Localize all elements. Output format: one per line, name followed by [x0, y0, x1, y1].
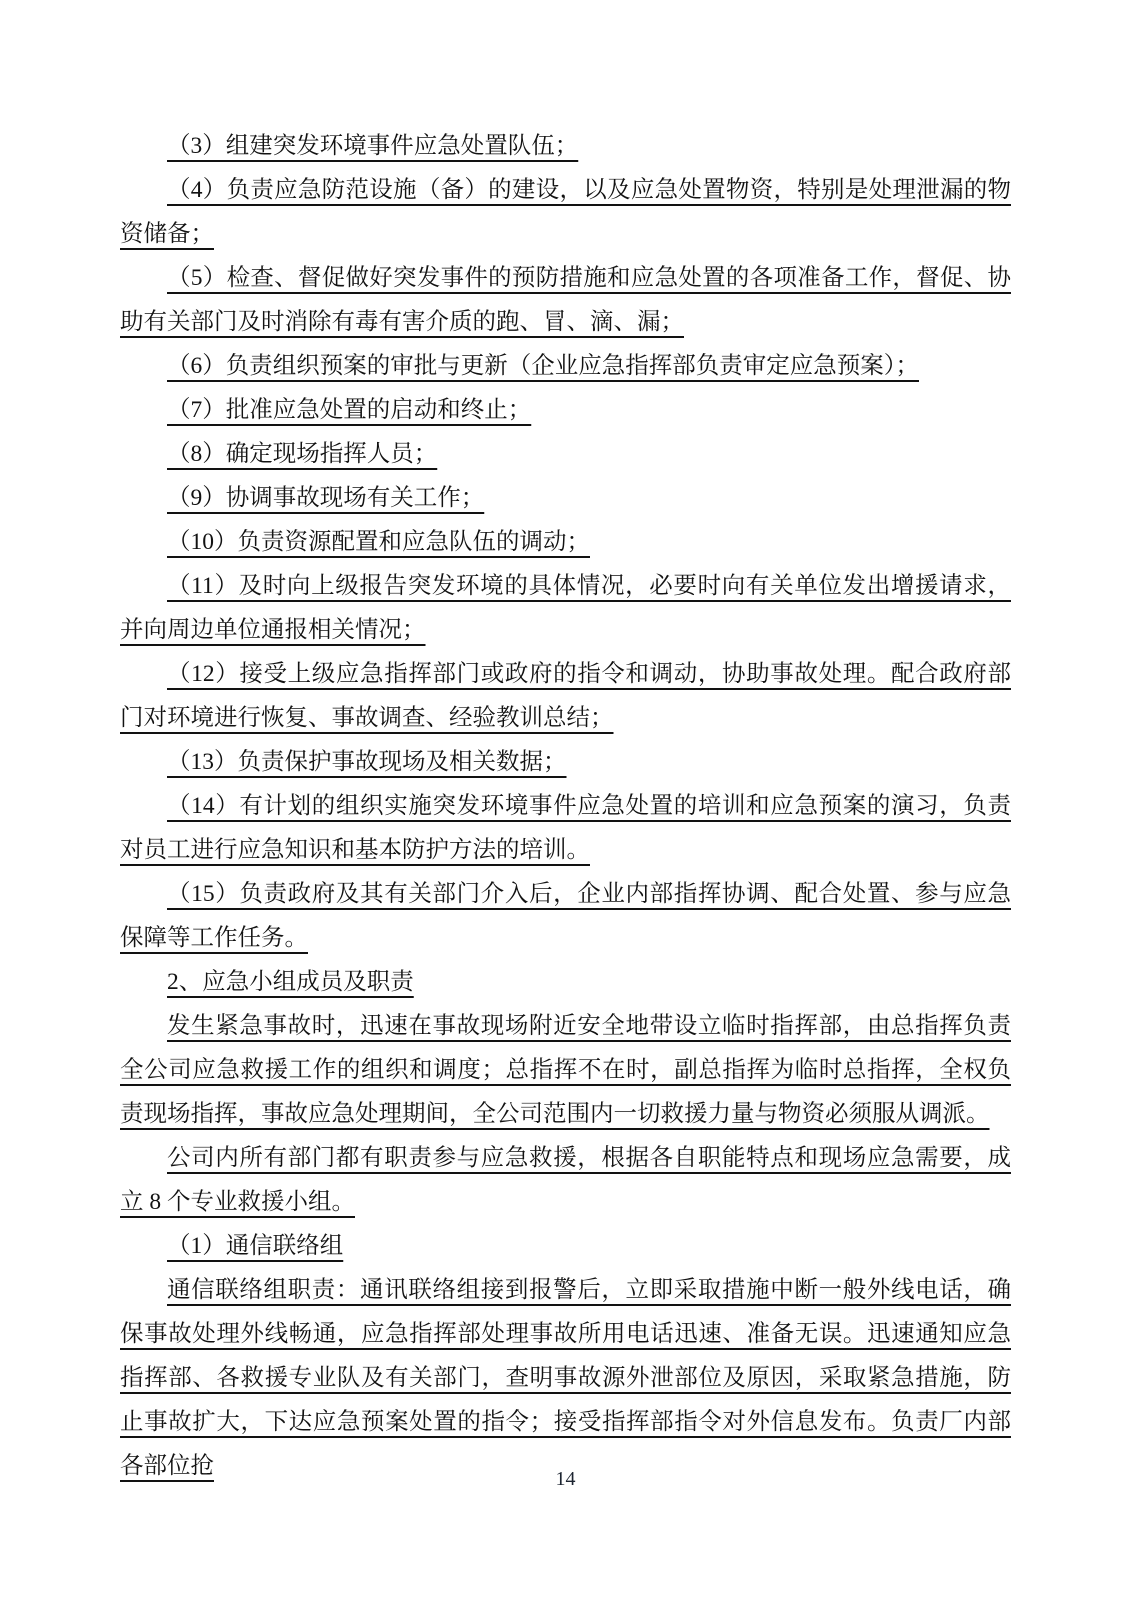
list-item-9: （9）协调事故现场有关工作； — [167, 485, 485, 511]
list-item-8: （8）确定现场指挥人员； — [167, 441, 438, 467]
list-item-10: （10）负责资源配置和应急队伍的调动； — [167, 529, 590, 555]
list-item-4: （4）负责应急防范设施（备）的建设，以及应急处置物资，特别是处理泄漏的物资储备； — [120, 177, 1011, 247]
page-footer — [0, 1468, 1131, 1491]
section-heading-2: 2、应急小组成员及职责 — [167, 969, 414, 995]
list-item-13: （13）负责保护事故现场及相关数据； — [167, 749, 567, 775]
body-paragraph: 发生紧急事故时，迅速在事故现场附近安全地带设立临时指挥部，由总指挥负责全公司应急救援工作的组织和调度；总指挥不在时，副总指挥为临时总指挥，全权负责现场指挥，事故应急处理期间，全公司范围内一切救援力量与物资必须服从调派。 — [120, 1013, 1011, 1127]
body-paragraph: 公司内所有部门都有职责参与应急救援，根据各自职能特点和现场应急需要，成立 8 个专业救援小组。 — [120, 1145, 1011, 1215]
subsection-heading-1: （1）通信联络组 — [167, 1233, 344, 1259]
list-item-14: （14）有计划的组织实施突发环境事件应急处置的培训和应急预案的演习，负责对员工进行应急知识和基本防护方法的培训。 — [120, 793, 1011, 863]
list-item-5: （5）检查、督促做好突发事件的预防措施和应急处置的各项准备工作，督促、协助有关部门及时消除有毒有害介质的跑、冒、滴、漏； — [120, 265, 1011, 335]
list-item-11: （11）及时向上级报告突发环境的具体情况，必要时向有关单位发出增援请求，并向周边单位通报相关情况； — [120, 573, 1011, 643]
page-number: 14 — [555, 1468, 576, 1490]
document-body — [120, 124, 1011, 1488]
list-item-6: （6）负责组织预案的审批与更新（企业应急指挥部负责审定应急预案）； — [167, 353, 919, 379]
list-item-15: （15）负责政府及其有关部门介入后，企业内部指挥协调、配合处置、参与应急保障等工作任务。 — [120, 881, 1011, 951]
list-item-7: （7）批准应急处置的启动和终止； — [167, 397, 532, 423]
list-item-3: （3）组建突发环境事件应急处置队伍； — [167, 133, 579, 159]
body-paragraph: 通信联络组职责：通讯联络组接到报警后，立即采取措施中断一般外线电话，确保事故处理外线畅通，应急指挥部处理事故所用电话迅速、准备无误。迅速通知应急指挥部、各救援专业队及有关部门，查明事故源外泄部位及原因，采取紧急措施，防止事故扩大，下达应急预案处置的指令；接受指挥部指令对外信息发布。负责厂内部各部位抢 — [120, 1277, 1011, 1479]
list-item-12: （12）接受上级应急指挥部门或政府的指令和调动，协助事故处理。配合政府部门对环境进行恢复、事故调查、经验教训总结； — [120, 661, 1011, 731]
